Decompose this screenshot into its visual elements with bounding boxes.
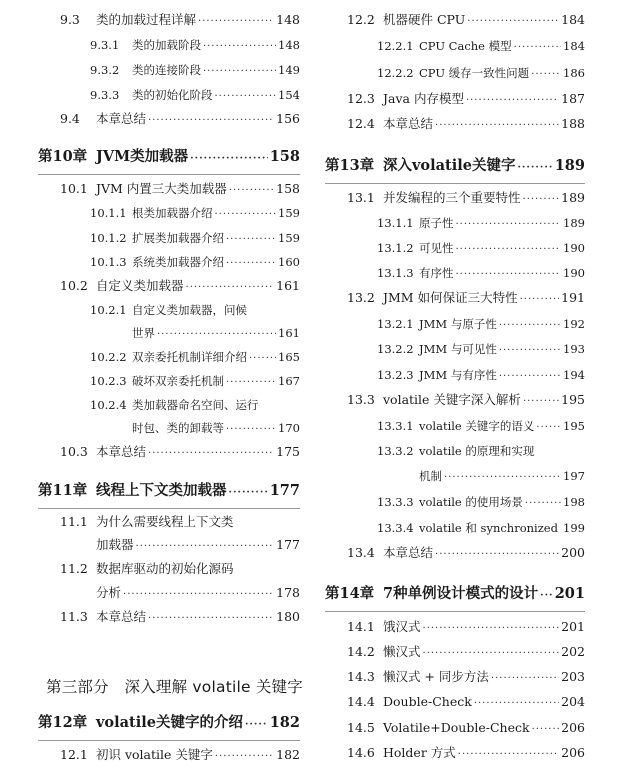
leader-dots — [157, 325, 276, 345]
toc-entry — [325, 543, 585, 563]
entry-title: 机制 — [419, 469, 442, 483]
entry-title: volatile 的原理和实现 — [419, 444, 535, 458]
entry-number: 11.2 — [60, 561, 88, 576]
leader-dots — [203, 62, 276, 82]
entry-number: 12.2 — [347, 12, 375, 27]
toc-entry — [38, 276, 300, 296]
page-number: 202 — [561, 644, 585, 659]
toc-entry — [325, 114, 585, 134]
chapter-entry — [38, 713, 300, 733]
page-number: 195 — [561, 392, 585, 407]
entry-title: JVM 内置三大类加载器 — [96, 181, 227, 196]
entry-title: Volatile+Double-Check — [383, 720, 530, 735]
leader-dots — [435, 545, 559, 565]
page-number: 175 — [276, 444, 300, 459]
page-number: 159 — [278, 206, 300, 220]
entry-title: volatile 和 synchronized — [419, 521, 558, 535]
page-number: 180 — [276, 609, 300, 624]
leader-dots — [456, 265, 562, 285]
leader-dots — [532, 720, 560, 740]
page-number: 177 — [269, 482, 300, 499]
leader-dots — [198, 12, 274, 32]
entry-number: 第10章 — [38, 148, 88, 165]
entry-title: volatile 关键字深入解析 — [383, 392, 521, 407]
toc-entry — [325, 288, 585, 308]
page-number: 189 — [561, 190, 585, 205]
page-number: 198 — [563, 495, 585, 509]
entry-number: 第12章 — [38, 714, 88, 731]
entry-title: 时包、类的卸载等 — [132, 421, 224, 435]
entry-number: 10.1.1 — [90, 206, 127, 220]
leader-dots — [467, 12, 559, 32]
entry-title: 机器硬件 CPU — [383, 12, 466, 27]
page-number: 206 — [561, 720, 585, 735]
page-number: 201 — [554, 585, 585, 602]
toc-entry — [325, 10, 585, 30]
leader-dots — [148, 609, 274, 629]
toc-entry — [325, 89, 585, 109]
toc-entry — [325, 692, 585, 712]
entry-number: 10.3 — [60, 444, 88, 459]
page-number: 188 — [561, 116, 585, 131]
chapter-rule — [325, 611, 585, 612]
toc-entry — [325, 365, 585, 385]
page-number: 206 — [561, 745, 585, 760]
leader-dots — [523, 190, 560, 210]
entry-number: 13.2.3 — [377, 368, 414, 382]
entry-title: 自定义类加载器，问候 — [132, 303, 247, 317]
chapter-entry — [38, 481, 300, 501]
leader-dots — [474, 694, 559, 714]
leader-dots — [190, 149, 268, 169]
page-number: 187 — [561, 91, 585, 106]
page-number: 158 — [276, 181, 300, 196]
toc-entry — [325, 263, 585, 283]
toc-entry — [38, 607, 300, 627]
page-number: 182 — [276, 747, 300, 762]
page-number: 154 — [278, 88, 300, 102]
entry-title: 7种单例设计模式的设计 — [383, 585, 539, 602]
entry-number: 14.2 — [347, 644, 375, 659]
entry-number: 9.3.2 — [90, 63, 120, 77]
leader-dots — [226, 420, 276, 440]
toc-entry — [38, 745, 300, 765]
entry-title: 类的连接阶段 — [132, 63, 201, 77]
toc-entry — [38, 228, 300, 248]
entry-title: 自定义类加载器 — [96, 278, 184, 293]
page-number: 160 — [278, 255, 300, 269]
entry-number: 13.3.3 — [377, 495, 414, 509]
entry-number: 10.2 — [60, 278, 88, 293]
page-number: 170 — [278, 421, 300, 435]
entry-title: volatile 的使用场景 — [419, 495, 523, 509]
leader-dots — [229, 483, 268, 503]
entry-number: 10.2.3 — [90, 374, 127, 388]
toc-entry — [38, 109, 300, 129]
leader-dots — [456, 240, 562, 260]
entry-title: Double-Check — [383, 694, 472, 709]
leader-dots — [444, 468, 561, 488]
entry-number: 10.2.2 — [90, 350, 127, 364]
toc-entry — [325, 63, 585, 83]
page-number: 200 — [561, 545, 585, 560]
leader-dots — [531, 65, 561, 85]
chapter-rule — [38, 508, 300, 509]
entry-title: 并发编程的三个重要特性 — [383, 190, 521, 205]
page-number: 159 — [278, 231, 300, 245]
entry-title: 分析 — [96, 585, 122, 600]
entry-title: 加载器 — [96, 537, 134, 552]
toc-entry — [38, 535, 300, 555]
leader-dots — [499, 316, 561, 336]
leader-dots — [245, 715, 268, 735]
entry-title: 类加载器命名空间、运行 — [132, 398, 259, 412]
leader-dots — [435, 116, 559, 136]
entry-number: 14.3 — [347, 669, 375, 684]
leader-dots — [123, 585, 274, 605]
entry-title: 本章总结 — [96, 609, 147, 624]
page-number: 204 — [561, 694, 585, 709]
toc-entry — [38, 203, 300, 223]
entry-title: 懒汉式 + 同步方法 — [383, 669, 489, 684]
entry-title: 懒汉式 — [383, 644, 421, 659]
entry-number: 14.4 — [347, 694, 375, 709]
entry-title: CPU 缓存一致性问题 — [419, 66, 530, 80]
entry-number: 10.1.3 — [90, 255, 127, 269]
entry-title: 本章总结 — [96, 111, 147, 126]
toc-entry — [325, 238, 585, 258]
toc-entry — [325, 36, 585, 56]
entry-title: 可见性 — [419, 241, 454, 255]
entry-title: 扩展类加载器介绍 — [132, 231, 224, 245]
entry-title: 类的加载过程详解 — [96, 12, 197, 27]
entry-number: 10.2.1 — [90, 303, 127, 317]
page-number: 190 — [563, 241, 585, 255]
entry-title: Java 内存模型 — [383, 91, 464, 106]
page-number: 158 — [269, 148, 300, 165]
page-number: 190 — [563, 266, 585, 280]
page-number: 184 — [561, 12, 585, 27]
leader-dots — [148, 444, 274, 464]
leader-dots — [423, 619, 560, 639]
toc-entry — [38, 60, 300, 80]
entry-title: 世界 — [132, 326, 155, 340]
entry-number: 13.1.2 — [377, 241, 414, 255]
page-number: 186 — [563, 66, 585, 80]
toc-entry — [325, 339, 585, 359]
page-number: 167 — [278, 374, 300, 388]
toc-entry — [38, 179, 300, 199]
entry-title: JMM 与可见性 — [419, 342, 497, 356]
entry-number: 12.2.2 — [377, 66, 414, 80]
page-number: 189 — [554, 157, 585, 174]
toc-entry — [38, 300, 300, 320]
leader-dots — [517, 158, 552, 178]
page-number: 161 — [276, 278, 300, 293]
entry-number: 13.1.3 — [377, 266, 414, 280]
entry-title: 初识 volatile 关键字 — [96, 747, 213, 762]
page-number: 189 — [563, 216, 585, 230]
entry-number: 13.2.2 — [377, 342, 414, 356]
toc-entry — [38, 395, 300, 415]
leader-dots — [520, 290, 560, 310]
toc-entry — [325, 667, 585, 687]
leader-dots — [136, 537, 275, 557]
leader-dots — [499, 367, 561, 387]
entry-number: 9.4 — [60, 111, 80, 126]
page-number: 194 — [563, 368, 585, 382]
entry-title: 本章总结 — [383, 545, 434, 560]
toc-entry — [325, 642, 585, 662]
entry-title: 原子性 — [419, 216, 454, 230]
entry-number: 第14章 — [325, 585, 375, 602]
entry-number: 10.1 — [60, 181, 88, 196]
chapter-rule — [38, 740, 300, 741]
toc-entry — [325, 213, 585, 233]
entry-number: 13.3.1 — [377, 419, 414, 433]
leader-dots — [186, 278, 275, 298]
toc-entry — [38, 418, 300, 438]
entry-number: 11.1 — [60, 514, 88, 529]
toc-entry — [325, 416, 585, 436]
entry-number: 12.1 — [60, 747, 88, 762]
entry-title: 类的初始化阶段 — [132, 88, 213, 102]
toc-entry — [325, 492, 585, 512]
leader-dots — [456, 215, 562, 235]
toc-entry — [325, 390, 585, 410]
leader-dots — [525, 494, 561, 514]
page-number: 184 — [563, 39, 585, 53]
toc-entry — [325, 518, 585, 538]
toc-entry — [38, 371, 300, 391]
entry-title: 饿汉式 — [383, 619, 421, 634]
leader-dots — [249, 349, 276, 369]
leader-dots — [540, 586, 553, 606]
part-title: 第三部分 深入理解 volatile 关键字 — [46, 678, 303, 696]
leader-dots — [560, 520, 561, 540]
entry-number: 14.1 — [347, 619, 375, 634]
page-number: 161 — [278, 326, 300, 340]
entry-number: 13.2 — [347, 290, 375, 305]
page-number: 191 — [561, 290, 585, 305]
toc-entry — [38, 347, 300, 367]
entry-title: JVM类加载器 — [96, 148, 189, 165]
entry-number: 第13章 — [325, 157, 375, 174]
leader-dots — [215, 87, 277, 107]
leader-dots — [215, 205, 277, 225]
page-number: 199 — [563, 521, 585, 535]
leader-dots — [466, 91, 559, 111]
page-number: 197 — [563, 469, 585, 483]
entry-title: 破坏双亲委托机制 — [132, 374, 224, 388]
page-number: 178 — [276, 585, 300, 600]
page-number: 193 — [563, 342, 585, 356]
leader-dots — [226, 254, 276, 274]
entry-title: 本章总结 — [383, 116, 434, 131]
entry-title: JMM 与原子性 — [419, 317, 497, 331]
toc-entry — [38, 512, 300, 532]
entry-title: 系统类加载器介绍 — [132, 255, 224, 269]
chapter-entry — [325, 584, 585, 604]
leader-dots — [203, 37, 276, 57]
toc-entry — [38, 35, 300, 55]
entry-number: 13.1.1 — [377, 216, 414, 230]
leader-dots — [536, 418, 561, 438]
toc-entry — [325, 617, 585, 637]
entry-title: 本章总结 — [96, 444, 147, 459]
toc-entry — [38, 583, 300, 603]
page-number: 192 — [563, 317, 585, 331]
leader-dots — [458, 745, 559, 765]
entry-title: volatile关键字的介绍 — [96, 714, 243, 731]
entry-number: 12.4 — [347, 116, 375, 131]
page-number: 195 — [563, 419, 585, 433]
leader-dots — [215, 747, 274, 767]
entry-title: CPU Cache 模型 — [419, 39, 512, 53]
toc-entry — [325, 743, 585, 763]
entry-number: 9.3.3 — [90, 88, 120, 102]
entry-title: 线程上下文类加载器 — [96, 482, 227, 499]
toc-entry — [325, 441, 585, 461]
leader-dots — [523, 392, 559, 412]
entry-title: 数据库驱动的初始化源码 — [96, 561, 234, 576]
entry-title: volatile 关键字的语义 — [419, 419, 535, 433]
entry-number: 第11章 — [38, 482, 88, 499]
entry-number: 14.5 — [347, 720, 375, 735]
toc-entry — [38, 323, 300, 343]
entry-title: 深入volatile关键字 — [383, 157, 516, 174]
chapter-entry — [38, 147, 300, 167]
entry-number: 13.3.2 — [377, 444, 414, 458]
toc-entry — [38, 10, 300, 30]
page-number: 182 — [269, 714, 300, 731]
toc-entry — [38, 252, 300, 272]
page-number: 156 — [276, 111, 300, 126]
toc-entry — [325, 188, 585, 208]
entry-number: 11.3 — [60, 609, 88, 624]
leader-dots — [148, 111, 274, 131]
entry-number: 10.2.4 — [90, 398, 127, 412]
chapter-entry — [325, 156, 585, 176]
page-number: 148 — [276, 12, 300, 27]
leader-dots — [491, 669, 559, 689]
entry-title: 类的加载阶段 — [132, 38, 201, 52]
toc-entry — [38, 559, 300, 579]
entry-title: 为什么需要线程上下文类 — [96, 514, 234, 529]
entry-title: JMM 如何保证三大特性 — [383, 290, 518, 305]
toc-entry — [325, 314, 585, 334]
page-number: 149 — [278, 63, 300, 77]
leader-dots — [226, 230, 276, 250]
entry-number: 13.4 — [347, 545, 375, 560]
toc-entry — [325, 718, 585, 738]
leader-dots — [499, 341, 561, 361]
page-number: 165 — [278, 350, 300, 364]
chapter-rule — [38, 174, 300, 175]
entry-number: 13.2.1 — [377, 317, 414, 331]
entry-number: 10.1.2 — [90, 231, 127, 245]
entry-number: 13.3.4 — [377, 521, 414, 535]
entry-title: Holder 方式 — [383, 745, 456, 760]
toc-entry — [38, 442, 300, 462]
page-number: 148 — [278, 38, 300, 52]
entry-number: 12.3 — [347, 91, 375, 106]
toc-entry — [38, 85, 300, 105]
entry-number: 13.1 — [347, 190, 375, 205]
entry-number: 14.6 — [347, 745, 375, 760]
entry-number: 13.3 — [347, 392, 375, 407]
leader-dots — [514, 38, 561, 58]
leader-dots — [423, 644, 560, 664]
page-number: 201 — [561, 619, 585, 634]
entry-number: 9.3.1 — [90, 38, 120, 52]
page-number: 177 — [276, 537, 300, 552]
leader-dots — [226, 373, 276, 393]
entry-number: 9.3 — [60, 12, 80, 27]
entry-title: 双亲委托机制详细介绍 — [132, 350, 247, 364]
chapter-rule — [325, 183, 585, 184]
entry-number: 12.2.1 — [377, 39, 414, 53]
entry-title: JMM 与有序性 — [419, 368, 497, 382]
leader-dots — [229, 181, 274, 201]
entry-title: 有序性 — [419, 266, 454, 280]
toc-entry — [325, 466, 585, 486]
page-number: 203 — [561, 669, 585, 684]
entry-title: 根类加载器介绍 — [132, 206, 213, 220]
